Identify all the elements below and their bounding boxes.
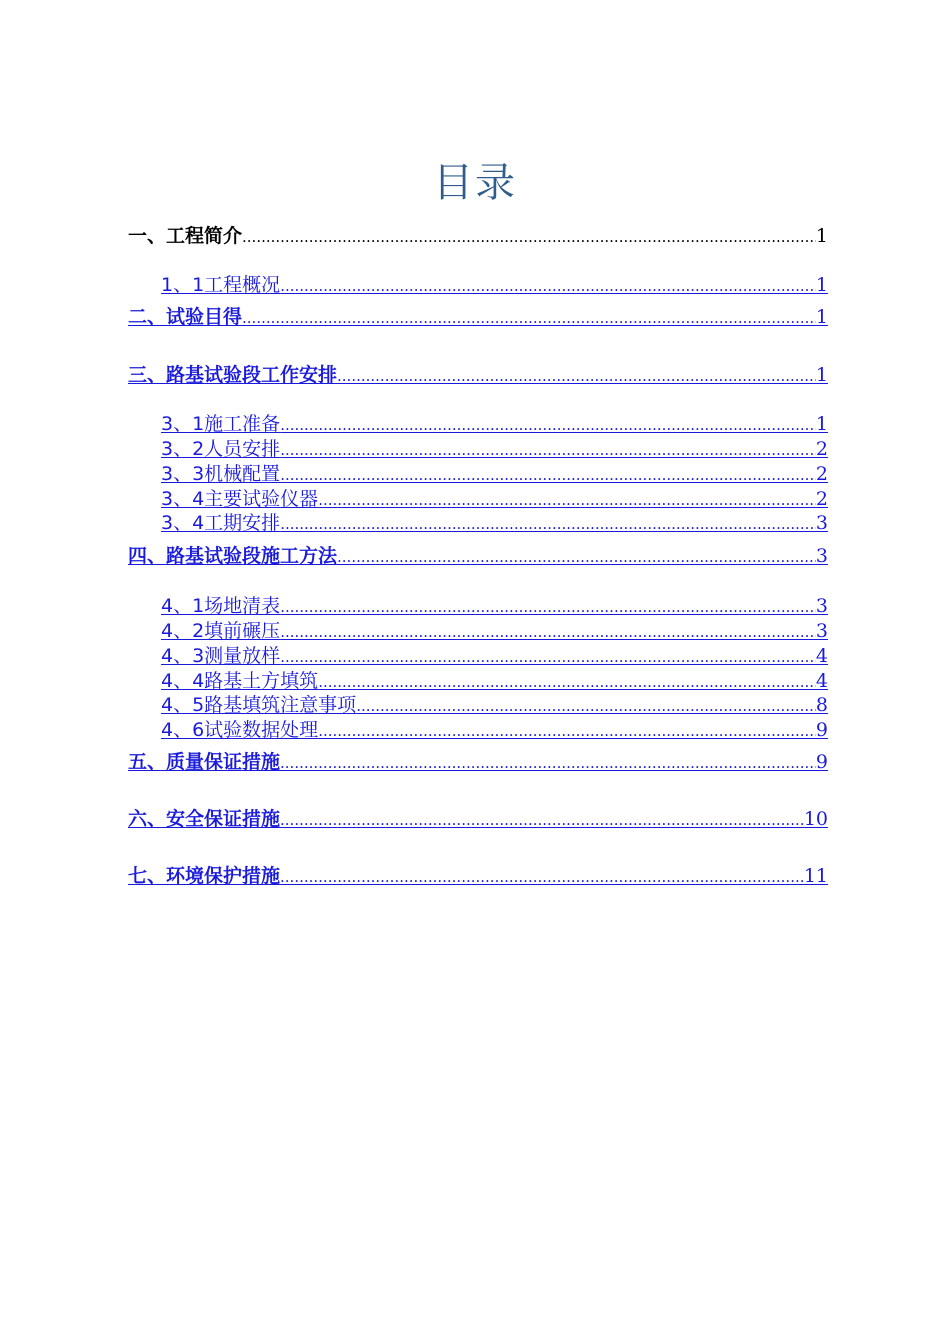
toc-entry-text: 七、环境保护措施 (128, 865, 281, 887)
toc-page-number: 3 (815, 512, 828, 534)
toc-dot-leader (337, 363, 816, 389)
toc-entry-text: 3、3机械配置 (161, 463, 281, 485)
toc-dot-leader (280, 619, 816, 645)
toc-dot-leader (337, 544, 816, 570)
toc-section-entry[interactable] (161, 643, 828, 669)
toc-entry-text: 五、质量保证措施 (128, 751, 281, 773)
toc-section-entry[interactable] (161, 692, 828, 718)
toc-chapter-entry[interactable] (128, 362, 828, 388)
toc-section-entry[interactable] (161, 272, 828, 298)
toc-dot-leader (280, 462, 816, 488)
toc-page-number: 2 (815, 488, 828, 510)
toc-dot-leader (356, 693, 816, 719)
toc-section-entry[interactable] (161, 510, 828, 536)
toc-entry-text: 4、6试验数据处理 (161, 719, 319, 741)
toc-section-entry[interactable] (161, 668, 828, 694)
page-title: 目录 (433, 160, 517, 206)
toc-page-number: 3 (815, 545, 828, 567)
toc-entry-text: 4、3测量放样 (161, 645, 281, 667)
toc-dot-leader (280, 511, 816, 537)
toc-section-entry[interactable] (161, 461, 828, 487)
toc-page-number: 1 (815, 306, 828, 328)
toc-dot-leader (242, 224, 816, 250)
toc-page-number: 1 (815, 225, 828, 247)
toc-chapter-entry[interactable] (128, 749, 828, 775)
toc-chapter-entry[interactable] (128, 543, 828, 569)
toc-entry-text: 三、路基试验段工作安排 (128, 364, 338, 386)
toc-dot-leader (280, 412, 816, 438)
toc-dot-leader (242, 305, 816, 331)
toc-entry-text: 四、路基试验段施工方法 (128, 545, 338, 567)
toc-page-number: 8 (815, 694, 828, 716)
toc-page-number: 1 (815, 274, 828, 296)
toc-page-number: 1 (815, 364, 828, 386)
toc-entry-text: 二、试验目得 (128, 306, 243, 328)
toc-chapter-entry[interactable] (128, 806, 828, 832)
toc-entry-text: 4、5路基填筑注意事项 (161, 694, 357, 716)
toc-section-entry[interactable] (161, 618, 828, 644)
toc-chapter-entry[interactable] (128, 223, 828, 249)
toc-entry-text: 1、1工程概况 (161, 274, 281, 296)
toc-dot-leader (280, 864, 804, 890)
toc-page-number: 2 (815, 438, 828, 460)
toc-entry-text: 4、2填前碾压 (161, 620, 281, 642)
toc-dot-leader (280, 437, 816, 463)
toc-entry-text: 一、工程简介 (128, 225, 243, 247)
toc-section-entry[interactable] (161, 436, 828, 462)
toc-section-entry[interactable] (161, 486, 828, 512)
toc-entry-text: 3、4主要试验仪器 (161, 488, 319, 510)
toc-page-number: 1 (815, 413, 828, 435)
toc-page-number: 3 (815, 620, 828, 642)
toc-page-number: 10 (803, 808, 828, 830)
toc-page-number: 11 (803, 865, 828, 887)
toc-page-number: 9 (815, 751, 828, 773)
toc-dot-leader (280, 807, 804, 833)
toc-page-number: 4 (815, 645, 828, 667)
toc-entry-text: 3、4工期安排 (161, 512, 281, 534)
toc-entry-text: 4、1场地清表 (161, 595, 281, 617)
toc-section-entry[interactable] (161, 411, 828, 437)
toc-dot-leader (280, 594, 816, 620)
toc-page-number: 9 (815, 719, 828, 741)
toc-section-entry[interactable] (161, 717, 828, 743)
toc-entry-text: 4、4路基土方填筑 (161, 670, 319, 692)
toc-entry-text: 六、安全保证措施 (128, 808, 281, 830)
toc-chapter-entry[interactable] (128, 863, 828, 889)
toc-dot-leader (318, 718, 816, 744)
toc-entry-text: 3、1施工准备 (161, 413, 281, 435)
toc-chapter-entry[interactable] (128, 304, 828, 330)
toc-dot-leader (280, 273, 816, 299)
toc-page-number: 4 (815, 670, 828, 692)
toc-entry-text: 3、2人员安排 (161, 438, 281, 460)
toc-page-number: 3 (815, 595, 828, 617)
toc-section-entry[interactable] (161, 593, 828, 619)
toc-page-number: 2 (815, 463, 828, 485)
toc-dot-leader (280, 750, 816, 776)
toc-dot-leader (280, 644, 816, 670)
